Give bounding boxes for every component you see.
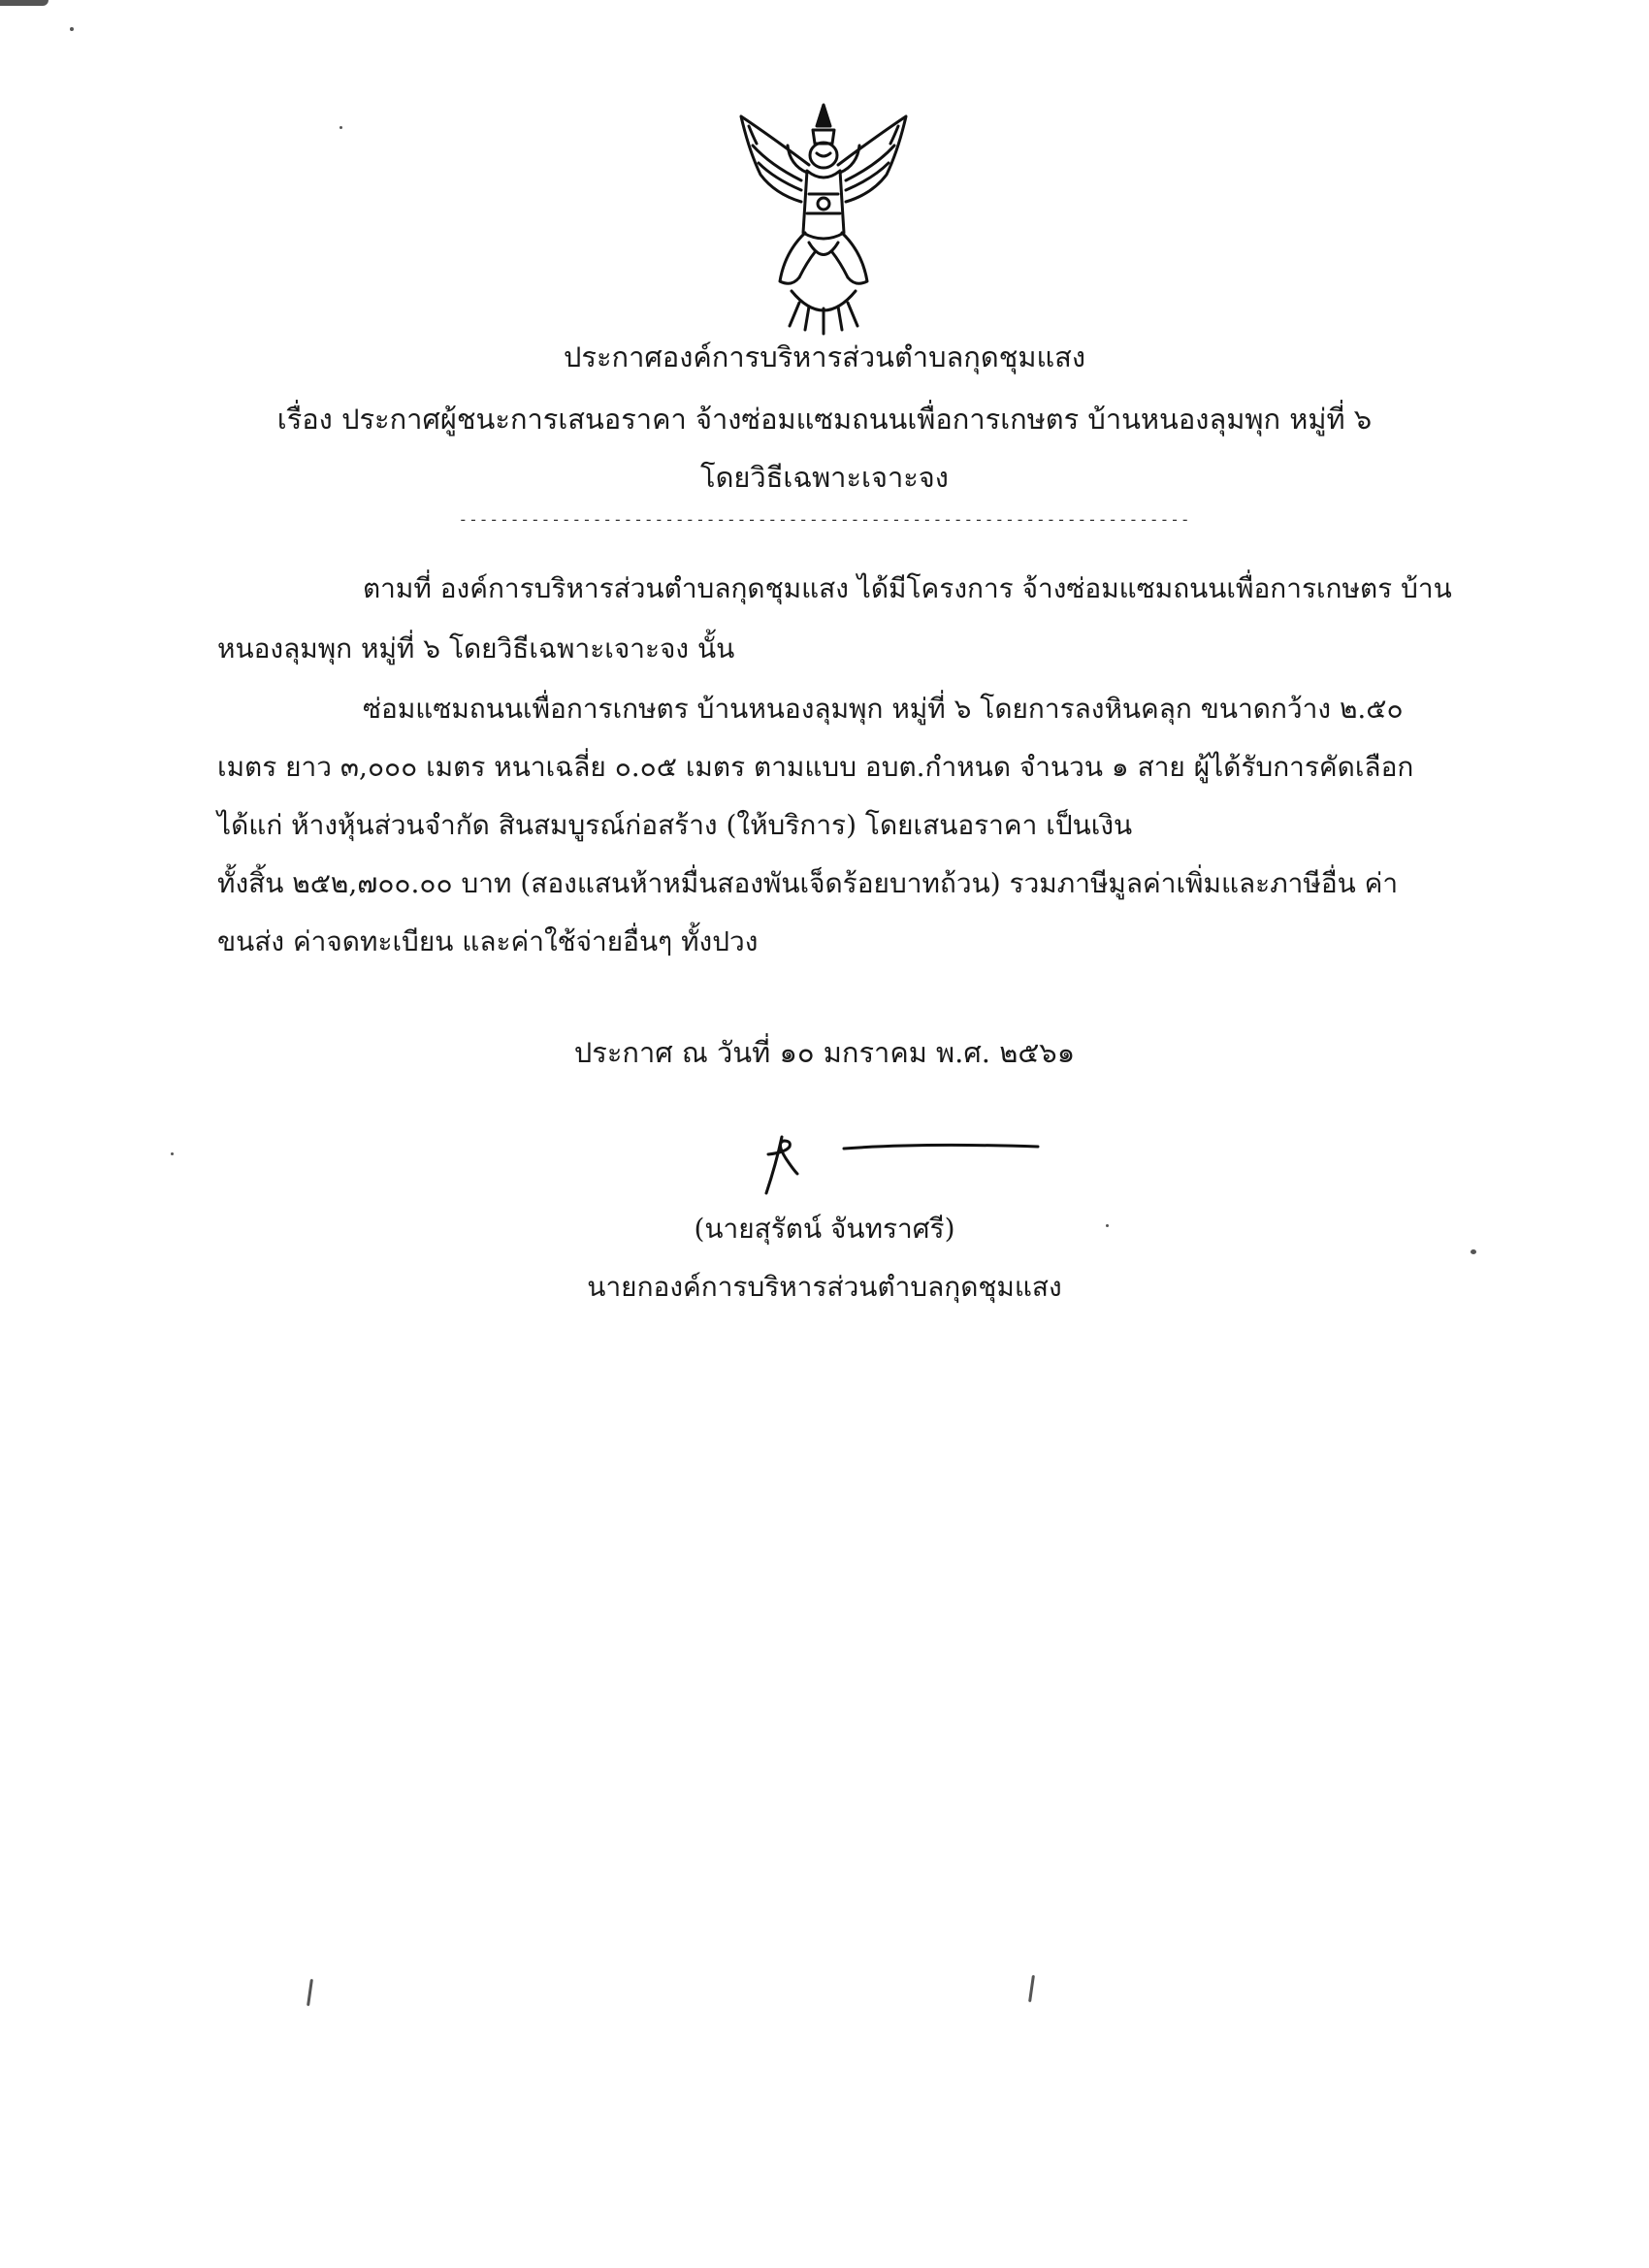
scan-speck — [70, 27, 74, 31]
body-line: ขนส่ง ค่าจดทะเบียน และค่าใช้จ่ายอื่นๆ ทั้งปวง — [217, 925, 759, 957]
handwritten-signature-icon — [747, 1125, 1048, 1203]
announcement-org-line: ประกาศองค์การบริหารส่วนตำบลกุดชุมแสง — [563, 340, 1085, 373]
announcement-method: โดยวิธีเฉพาะเจาะจง — [700, 461, 949, 494]
scan-mark — [0, 0, 48, 6]
body-line: เมตร ยาว ๓,๐๐๐ เมตร หนาเฉลี่ย ๐.๐๕ เมตร ตามแบบ อบต.กำหนด จำนวน ๑ สาย ผู้ได้รับการคัดเลือก — [217, 751, 1414, 783]
signer-name: (นายสุรัตน์ จันทราศรี) — [694, 1213, 955, 1245]
scan-speck — [1106, 1224, 1109, 1227]
signer-title: นายกองค์การบริหารส่วนตำบลกุดชุมแสง — [587, 1271, 1062, 1303]
body-line: หนองลุมพุก หมู่ที่ ๖ โดยวิธีเฉพาะเจาะจง นั้น — [217, 632, 735, 664]
scan-speck — [340, 126, 342, 129]
scan-speck — [171, 1152, 174, 1155]
body-line: ตามที่ องค์การบริหารส่วนตำบลกุดชุมแสง ได้มีโครงการ จ้างซ่อมแซมถนนเพื่อการเกษตร บ้าน — [363, 572, 1452, 604]
body-line: ซ่อมแซมถนนเพื่อการเกษตร บ้านหนองลุมพุก หมู่ที่ ๖ โดยการลงหินคลุก ขนาดกว้าง ๒.๕๐ — [363, 693, 1404, 725]
scan-speck — [307, 1979, 313, 2006]
announcement-date: ประกาศ ณ วันที่ ๑๐ มกราคม พ.ศ. ๒๕๖๑ — [573, 1036, 1076, 1069]
body-line: ทั้งสิ้น ๒๕๒,๗๐๐.๐๐ บาท (สองแสนห้าหมื่นสองพันเจ็ดร้อยบาทถ้วน) รวมภาษีมูลค่าเพิ่มและภาษีอื่น ค่า — [217, 867, 1399, 899]
body-line: ได้แก่ ห้างหุ้นส่วนจำกัด สินสมบูรณ์ก่อสร้าง (ให้บริการ) โดยเสนอราคา เป็นเงิน — [217, 809, 1133, 841]
scan-speck — [1471, 1249, 1476, 1254]
garuda-emblem-icon — [731, 97, 916, 340]
scan-speck — [1028, 1975, 1035, 2002]
announcement-subject: เรื่อง ประกาศผู้ชนะการเสนอราคา จ้างซ่อมแซมถนนเพื่อการเกษตร บ้านหนองลุมพุก หมู่ที่ ๖ — [276, 403, 1373, 436]
divider-line: ----------------------------------------------------------------------- — [458, 510, 1191, 529]
